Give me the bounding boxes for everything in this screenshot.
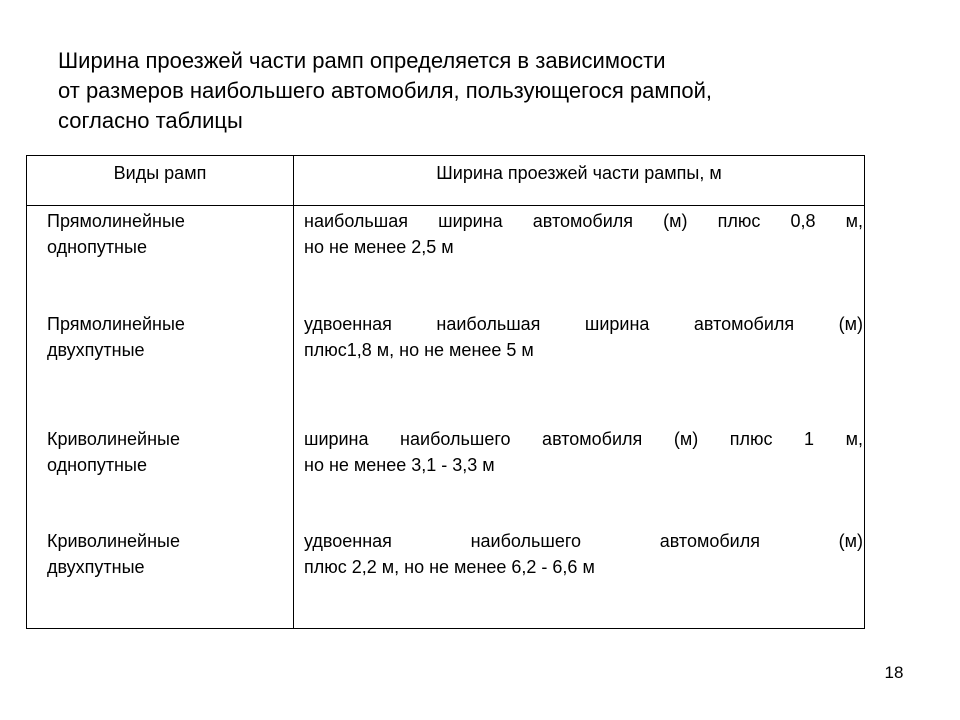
- table-column-divider: [293, 156, 294, 628]
- roadway-width-line: ширина наибольшего автомобиля (м) плюс 1 м,: [304, 429, 863, 449]
- table-row-roadway-width: [304, 208, 863, 260]
- table-row-ramp-type: [47, 311, 287, 363]
- roadway-width-line: удвоенная наибольшая ширина автомобиля (м): [304, 314, 863, 334]
- table-row-roadway-width: [304, 311, 863, 363]
- ramp-type-line: однопутные: [47, 455, 147, 475]
- ramp-type-line: однопутные: [47, 237, 147, 257]
- roadway-width-line: плюс1,8 м, но не менее 5 м: [304, 340, 534, 360]
- table-row-ramp-type: [47, 528, 287, 580]
- table-row-ramp-type: [47, 426, 287, 478]
- table-row-ramp-type: [47, 208, 287, 260]
- roadway-width-line: но не менее 3,1 - 3,3 м: [304, 455, 495, 475]
- column-header-ramp-type: Виды рамп: [113, 163, 207, 183]
- roadway-width-line: но не менее 2,5 м: [304, 237, 454, 257]
- table-row-roadway-width: [304, 426, 863, 478]
- page-number: 18: [884, 663, 904, 682]
- ramp-type-line: Прямолинейные: [47, 211, 185, 231]
- ramp-type-line: Криволинейные: [47, 531, 180, 551]
- ramp-type-line: двухпутные: [47, 557, 145, 577]
- slide-title: [58, 46, 918, 136]
- ramp-type-line: двухпутные: [47, 340, 145, 360]
- roadway-width-line: плюс 2,2 м, но не менее 6,2 - 6,6 м: [304, 557, 595, 577]
- column-header-roadway-width: Ширина проезжей части рампы, м: [436, 163, 722, 183]
- table-row-roadway-width: [304, 528, 863, 580]
- slide-title-line: Ширина проезжей части рамп определяется в зависимости: [58, 48, 666, 73]
- ramp-type-line: Прямолинейные: [47, 314, 185, 334]
- table-header-divider: [27, 205, 864, 206]
- ramp-type-line: Криволинейные: [47, 429, 180, 449]
- ramp-width-table: [26, 155, 865, 629]
- slide-title-line: согласно таблицы: [58, 108, 243, 133]
- roadway-width-line: наибольшая ширина автомобиля (м) плюс 0,8 м,: [304, 211, 863, 231]
- roadway-width-line: удвоенная наибольшего автомобиля (м): [304, 531, 863, 551]
- slide-title-line: от размеров наибольшего автомобиля, пользующегося рампой,: [58, 78, 713, 103]
